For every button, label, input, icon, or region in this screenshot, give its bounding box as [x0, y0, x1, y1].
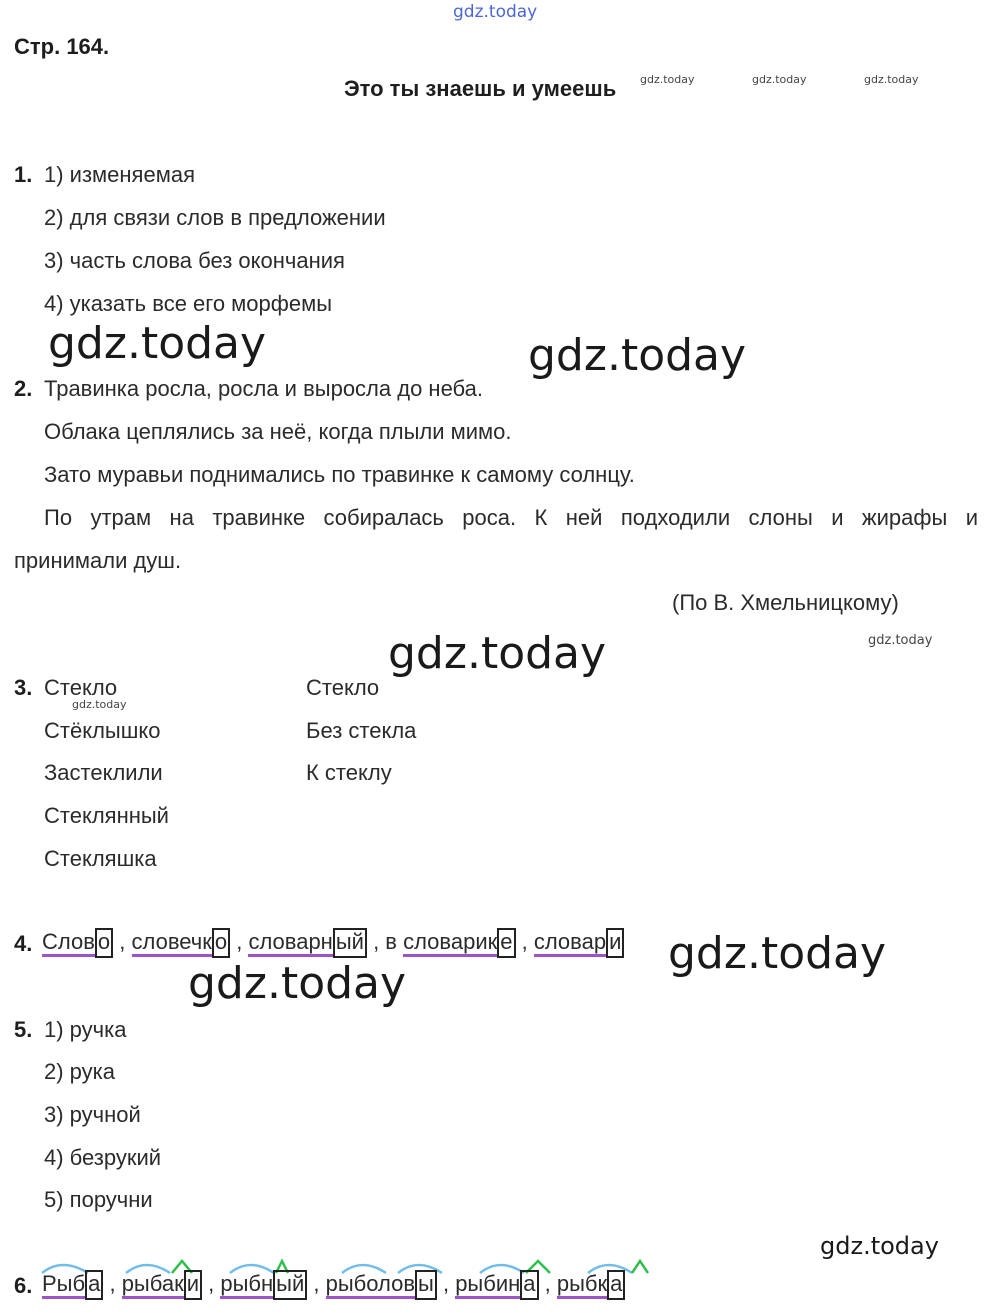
answer-line: 1) ручка: [44, 1017, 127, 1042]
word-morph: [455, 1270, 538, 1300]
stem-mark: Рыб: [42, 1271, 85, 1299]
ending-box: а: [520, 1270, 538, 1300]
answer-line: 4) указать все его морфемы: [44, 291, 333, 316]
separator: ,: [538, 1270, 557, 1296]
watermark-small: gdz.today: [640, 73, 695, 86]
word-item: Застеклили: [44, 760, 163, 785]
separator: ,: [202, 1270, 221, 1296]
word-item: Стекло: [306, 675, 380, 700]
answer-line: 5) поручни: [44, 1187, 153, 1212]
stem-mark: Слов: [42, 929, 95, 957]
text-line: Облака цеплялись за неё, когда плыли мимо.: [44, 419, 512, 444]
task-number: 4.: [14, 931, 33, 956]
ending-box: о: [212, 928, 230, 958]
word-morph: [534, 928, 625, 958]
stem-mark: словечк: [132, 929, 212, 957]
watermark-top: gdz.today: [453, 2, 538, 22]
ending-box: о: [95, 928, 113, 958]
task-number: 5.: [14, 1017, 33, 1042]
answer-line: 2) рука: [44, 1059, 116, 1084]
answer-line: 3) часть слова без окончания: [44, 248, 345, 273]
watermark-large: gdz.today: [668, 928, 887, 979]
watermark-small: gdz.today: [72, 698, 127, 711]
stem-mark: рыбк: [557, 1271, 607, 1299]
separator: ,: [307, 1270, 326, 1296]
ending-box: а: [85, 1270, 103, 1300]
word-morph: [132, 928, 231, 958]
word-morph: [42, 928, 113, 958]
watermark-medium: gdz.today: [820, 1232, 939, 1260]
text-line: По утрам на травинке собиралась роса. К ней подходили слоны и жирафы и: [44, 505, 978, 530]
page-label: Стр. 164.: [14, 34, 110, 59]
answer-line: 3) ручной: [44, 1102, 141, 1127]
word-item: Стекляшка: [44, 846, 157, 871]
text-line: Травинка росла, росла и выросла до неба.: [44, 376, 484, 401]
stem-mark: словарн: [248, 929, 332, 957]
ending-box: е: [497, 928, 515, 958]
answer-line: 1) изменяемая: [44, 162, 195, 187]
separator: ,: [113, 928, 132, 954]
task-number: 3.: [14, 675, 33, 700]
watermark-small: gdz.today: [868, 633, 933, 648]
word-morph: [122, 1270, 202, 1300]
separator: , в: [366, 928, 404, 954]
word-morph: [248, 928, 367, 958]
stem-mark: рыбин: [455, 1271, 520, 1299]
stem-mark: рыбн: [220, 1271, 273, 1299]
ending-box: ый: [273, 1270, 307, 1300]
word-morph: [220, 1270, 307, 1300]
word-item: Стёклышко: [44, 718, 161, 743]
stem-mark: рыбак: [122, 1271, 184, 1299]
stem-mark: словар: [534, 929, 606, 957]
watermark-small: gdz.today: [752, 73, 807, 86]
attribution: (По В. Хмельницкому): [672, 590, 899, 615]
morpheme-row: [42, 1270, 625, 1300]
separator: ,: [230, 928, 249, 954]
watermark-small: gdz.today: [864, 73, 919, 86]
word-morph: [403, 928, 515, 958]
word-morph: [557, 1270, 626, 1300]
watermark-large: gdz.today: [48, 318, 267, 369]
text-line: Зато муравьи поднимались по травинке к самому солнцу.: [44, 462, 635, 487]
answer-line: 2) для связи слов в предложении: [44, 205, 386, 230]
task-number: 2.: [14, 376, 33, 401]
word-item: Без стекла: [306, 718, 417, 743]
separator: ,: [436, 1270, 456, 1296]
task-number: 6.: [14, 1273, 33, 1298]
word-item: Стеклянный: [44, 803, 169, 828]
watermark-large: gdz.today: [528, 330, 747, 381]
text-line: принимали душ.: [14, 548, 182, 573]
separator: ,: [103, 1270, 122, 1296]
word-item: Стекло: [44, 675, 118, 700]
ending-box: и: [606, 928, 624, 958]
suffix-mark: [632, 1261, 648, 1273]
watermark-large: gdz.today: [188, 958, 407, 1009]
morpheme-row: [42, 928, 624, 958]
ending-box: ый: [333, 928, 367, 958]
section-title: Это ты знаешь и умеешь: [344, 76, 617, 101]
stem-mark: рыболов: [326, 1271, 415, 1299]
task-number: 1.: [14, 162, 33, 187]
watermark-large: gdz.today: [388, 628, 607, 679]
stem-mark: словарик: [403, 929, 497, 957]
word-morph: [42, 1270, 103, 1300]
separator: ,: [515, 928, 534, 954]
ending-box: и: [184, 1270, 202, 1300]
answer-line: 4) безрукий: [44, 1145, 162, 1170]
ending-box: а: [607, 1270, 625, 1300]
word-item: К стеклу: [306, 760, 392, 785]
ending-box: ы: [415, 1270, 437, 1300]
word-morph: [326, 1270, 437, 1300]
